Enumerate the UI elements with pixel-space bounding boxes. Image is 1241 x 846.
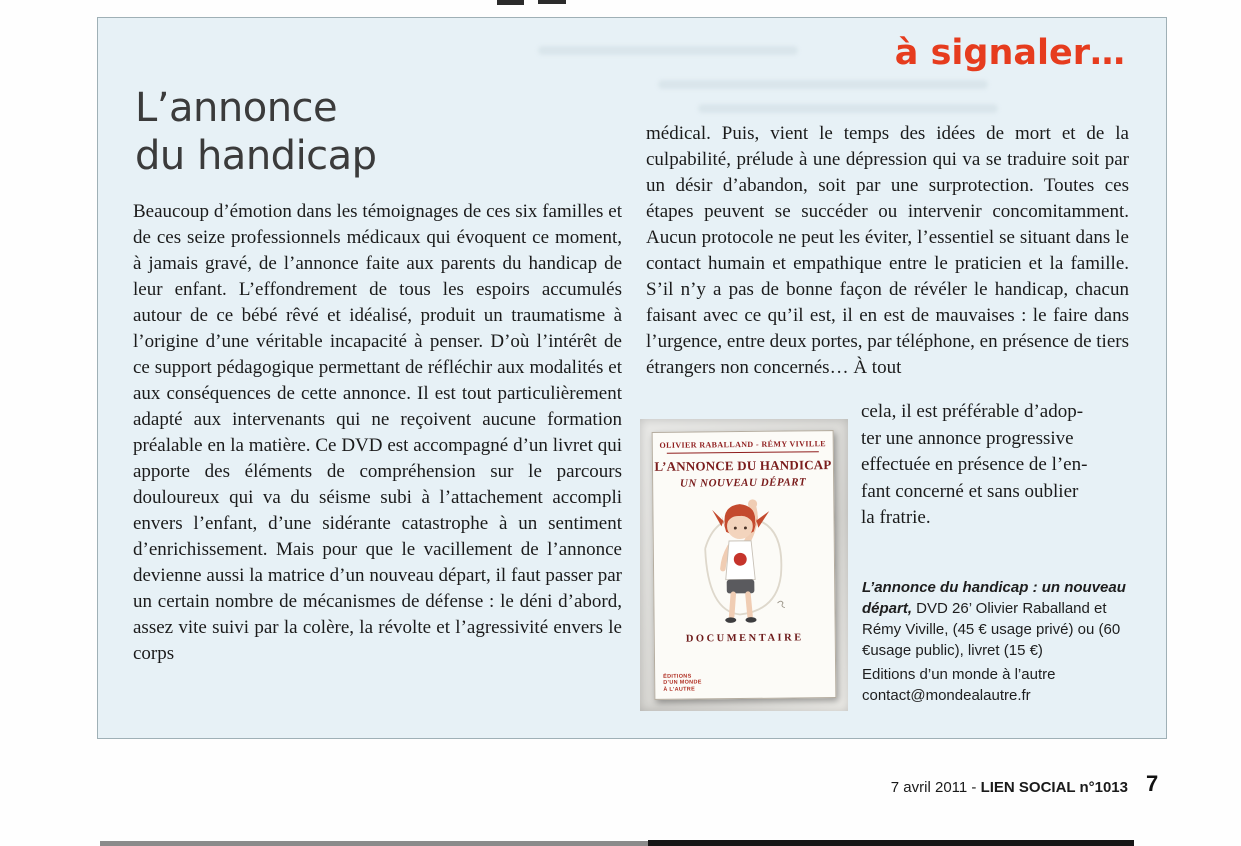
wrap-line: fant concerné et sans oublier	[861, 480, 1079, 502]
dvd-authors: OLIVIER RABALLAND - RÉMY VIVILLE	[659, 439, 827, 450]
publisher-line: À L’AUTRE	[663, 686, 696, 693]
scan-edge-strip	[648, 840, 1134, 846]
footer-journal: LIEN SOCIAL n°1013	[980, 779, 1128, 796]
caption-title: L’annonce du handicap : un nouveau départ,	[862, 579, 1126, 617]
caption-details: DVD 26’ Olivier Raballand et Rémy Viville, (45 € usage privé) ou (60 €usage public), livret (15 €)	[862, 600, 1121, 659]
article-left-column: Beaucoup d’émotion dans les témoignages de ces six familles et de ces seize professionnels médicaux qui évoquent ce moment, à jamais gravé, de l’annonce faite aux parents du handicap de leur enfant. L’effondrement de tous les espoirs accumulés autour de ce bébé rêvé et idéalisé, produit un traumatisme à l’origine d’une véritable incapacité à penser. D’où l’intérêt de ce support pédagogique permettant de réfléchir aux modalités et aux conséquences de cette annonce. Il est tout particulièrement adapté aux intervenants qui ne reçoivent aucune formation préalable en la matière. Ce DVD est accompagné d’un livret qui apporte des éléments de compréhension sur le parcours douloureux qui va du séisme subi à l’attachement accompli envers l’enfant, d’une sidérante catastrophe à un sentiment d’enrichissement. Mais pour que le vacillement de l’annonce devienne aussi la matrice d’un nouveau départ, il faut passer par un certain nombre de mécanismes de défense : le déni d’abord, assez vite suivi par la colère, la révolte et l’agressivité envers le corps	[133, 201, 622, 664]
divider	[667, 451, 818, 454]
article-wrap-text	[861, 399, 1133, 532]
dvd-title: L’ANNONCE DU HANDICAP	[654, 457, 832, 474]
dvd-cover	[652, 430, 837, 700]
dvd-cover-illustration	[684, 492, 803, 631]
caption-publisher: Editions d’un monde à l’autre	[862, 666, 1056, 683]
page-number: 7	[1146, 771, 1159, 796]
publisher-line: D’UN MONDE	[663, 679, 702, 686]
dvd-cover-photo	[640, 419, 848, 711]
publisher-logo	[663, 673, 702, 693]
article-right-column: médical. Puis, vient le temps des idées de mort et de la culpabilité, prélude à une dépression qui va se traduire soit par un désir d’abandon, soit par une surprotection. Toutes ces étapes peuvent se succéder ou intervenir concomitamment. Aucun protocole ne peut les éviter, l’essentiel se situant dans le contact humain et empathique entre le praticien et la famille. S’il n’y a pas de bonne façon de révéler le handicap, chacun faisant avec ce qu’il est, il en est de mauvaises : le faire dans l’urgence, entre deux portes, par téléphone, en présence de tiers étrangers non concernés… À tout	[646, 123, 1129, 378]
wrap-line: cela, il est préférable d’adop-	[861, 401, 1084, 422]
publisher-line: ÉDITIONS	[663, 673, 692, 680]
footer-date: 7 avril 2011 -	[890, 779, 981, 796]
contact-email: contact@mondealautre.fr	[862, 687, 1031, 704]
dvd-caption	[862, 577, 1134, 706]
scan-bleed-artifact	[658, 80, 988, 89]
section-label: à signaler…	[894, 33, 1125, 73]
dvd-genre: DOCUMENTAIRE	[685, 632, 804, 645]
scan-edge-strip	[100, 841, 648, 846]
article-title	[135, 84, 377, 180]
article-title-line1: L’annonce	[135, 85, 338, 131]
dvd-subtitle: UN NOUVEAU DÉPART	[679, 476, 807, 490]
scan-bleed-artifact	[698, 104, 998, 113]
wrap-line: ter une annonce progressive	[861, 427, 1074, 449]
wrap-line: effectuée en présence de l’en-	[861, 454, 1088, 475]
scan-bleed-artifact	[538, 46, 798, 55]
page-footer	[891, 779, 1128, 796]
scan-edge-artifact	[497, 0, 524, 5]
scan-edge-artifact	[538, 0, 566, 4]
wrap-line: la fratrie.	[861, 507, 931, 528]
article-title-line2: du handicap	[135, 133, 377, 179]
